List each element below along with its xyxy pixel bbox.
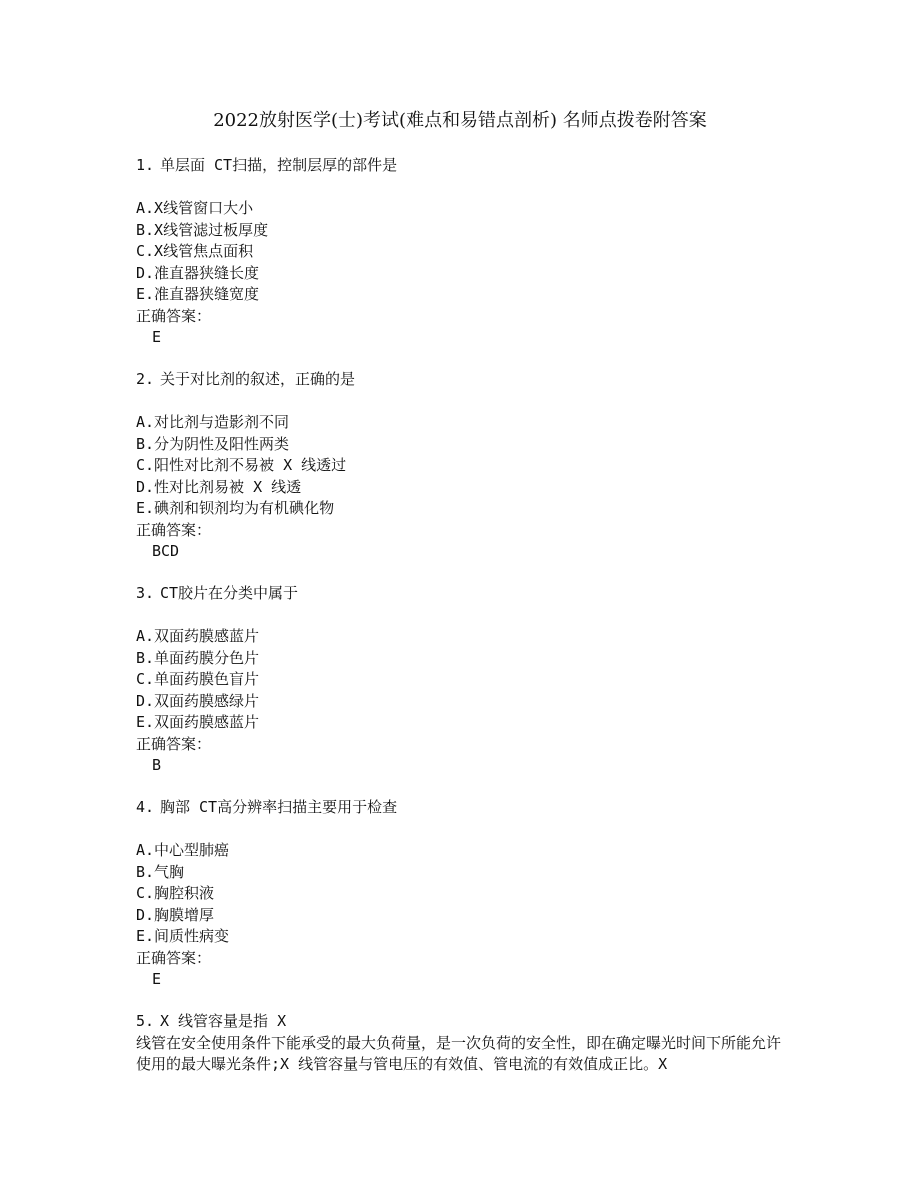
option-c: C.单面药膜色盲片 xyxy=(136,670,260,688)
option-a: A.对比剂与造影剂不同 xyxy=(136,413,290,431)
option-d: D.性对比剂易被 X 线透 xyxy=(136,477,302,496)
option-d: D.准直器狭缝长度 xyxy=(136,263,260,282)
question-5 xyxy=(136,1011,786,1076)
option-a: A.中心型肺癌 xyxy=(136,841,230,859)
question-body-text: 线管在安全使用条件下能承受的最大负荷量，是一次负荷的安全性，即在确定曝光时间下所能允许使用的最大曝光条件;X 线管容量与管电压的有效值、管电流的有效值成正比。X xyxy=(136,1033,782,1073)
answer-label: 正确答案： xyxy=(136,734,212,753)
question-1 xyxy=(136,155,786,349)
question-number: 1. xyxy=(136,156,155,174)
option-e: E.双面药膜感蓝片 xyxy=(136,713,260,731)
answer-label: 正确答案： xyxy=(136,948,212,967)
answer-value: E xyxy=(152,328,162,346)
question-stem xyxy=(136,1011,786,1033)
option-c: C.X线管焦点面积 xyxy=(136,242,254,260)
question-number: 4. xyxy=(136,798,155,816)
option-a: A.X线管窗口大小 xyxy=(136,199,254,217)
question-number: 5. xyxy=(136,1012,155,1030)
question-number: 3. xyxy=(136,584,155,602)
option-e: E.碘剂和钡剂均为有机碘化物 xyxy=(136,499,335,517)
answer-value: E xyxy=(152,970,162,988)
option-b: B.单面药膜分色片 xyxy=(136,648,260,667)
question-text: CT胶片在分类中属于 xyxy=(160,584,299,602)
question-number: 2. xyxy=(136,370,155,388)
option-b: B.分为阴性及阳性两类 xyxy=(136,434,290,453)
option-d: D.胸膜增厚 xyxy=(136,905,215,924)
option-c: C.胸腔积液 xyxy=(136,884,215,902)
question-2 xyxy=(136,369,786,563)
question-stem xyxy=(136,797,786,819)
option-d: D.双面药膜感绿片 xyxy=(136,691,260,710)
option-e: E.间质性病变 xyxy=(136,927,230,945)
question-4 xyxy=(136,797,786,991)
answer-label: 正确答案： xyxy=(136,520,212,539)
question-text: 胸部 CT高分辨率扫描主要用于检查 xyxy=(160,798,398,816)
document-title: 2022放射医学(士)考试(难点和易错点剖析) 名师点拨卷附答案 xyxy=(213,110,707,131)
question-stem xyxy=(136,583,786,605)
option-b: B.气胸 xyxy=(136,862,185,881)
option-c: C.阳性对比剂不易被 X 线透过 xyxy=(136,456,347,474)
question-text: 单层面 CT扫描，控制层厚的部件是 xyxy=(160,156,398,174)
option-b: B.X线管滤过板厚度 xyxy=(136,220,269,239)
question-text: X 线管容量是指 X xyxy=(160,1012,287,1030)
answer-value: B xyxy=(152,756,162,774)
option-e: E.准直器狭缝宽度 xyxy=(136,285,260,303)
question-3 xyxy=(136,583,786,777)
option-a: A.双面药膜感蓝片 xyxy=(136,627,260,645)
answer-value: BCD xyxy=(152,542,180,560)
question-stem xyxy=(136,155,786,177)
question-list xyxy=(136,155,786,1096)
question-stem xyxy=(136,369,786,391)
question-text: 关于对比剂的叙述，正确的是 xyxy=(160,370,356,388)
answer-label: 正确答案： xyxy=(136,306,212,325)
